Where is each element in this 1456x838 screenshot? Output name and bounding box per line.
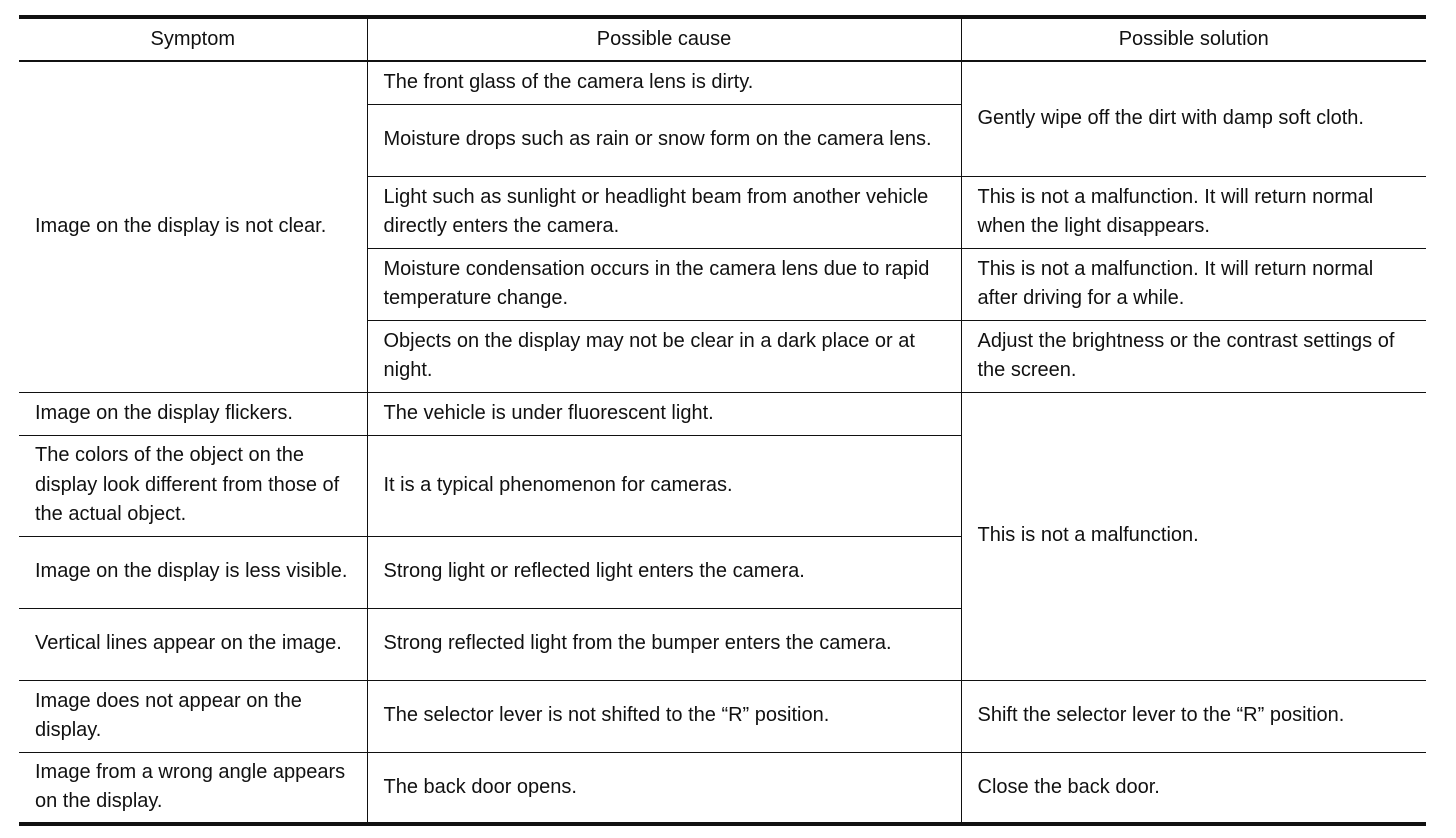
cause-cell: The selector lever is not shifted to the “R” position. [367,680,961,752]
header-possible-solution: Possible solution [961,17,1426,61]
cause-cell: The vehicle is under fluorescent light. [367,392,961,435]
cause-cell: The front glass of the camera lens is dirty. [367,61,961,104]
table-row [19,752,1426,824]
solution-cell: This is not a malfunction. It will return normal when the light disappears. [961,176,1426,248]
cause-cell: Strong reflected light from the bumper enters the camera. [367,608,961,680]
table-row [19,680,1426,752]
symptom-cell: Image from a wrong angle appears on the display. [19,752,367,824]
symptom-cell: Image on the display flickers. [19,392,367,435]
symptom-cell: Vertical lines appear on the image. [19,608,367,680]
solution-cell: Shift the selector lever to the “R” position. [961,680,1426,752]
solution-cell: Close the back door. [961,752,1426,824]
cause-cell: Light such as sunlight or headlight beam from another vehicle directly enters the camera. [367,176,961,248]
troubleshooting-table [19,15,1426,826]
symptom-cell: Image on the display is less visible. [19,536,367,608]
cause-cell: Moisture drops such as rain or snow form on the camera lens. [367,104,961,176]
cause-cell: The back door opens. [367,752,961,824]
solution-cell: This is not a malfunction. It will return normal after driving for a while. [961,248,1426,320]
cause-cell: Objects on the display may not be clear in a dark place or at night. [367,320,961,392]
table-row [19,392,1426,435]
symptom-cell: The colors of the object on the display look different from those of the actual object. [19,435,367,536]
cause-cell: It is a typical phenomenon for cameras. [367,435,961,536]
symptom-cell: Image on the display is not clear. [19,61,367,392]
cause-cell: Moisture condensation occurs in the camera lens due to rapid temperature change. [367,248,961,320]
header-symptom: Symptom [19,17,367,61]
header-row [19,17,1426,61]
header-possible-cause: Possible cause [367,17,961,61]
solution-cell: Adjust the brightness or the contrast settings of the screen. [961,320,1426,392]
symptom-cell: Image does not appear on the display. [19,680,367,752]
cause-cell: Strong light or reflected light enters the camera. [367,536,961,608]
solution-cell: Gently wipe off the dirt with damp soft cloth. [961,61,1426,176]
shared-solution-cell: This is not a malfunction. [961,392,1426,680]
table-row [19,61,1426,104]
